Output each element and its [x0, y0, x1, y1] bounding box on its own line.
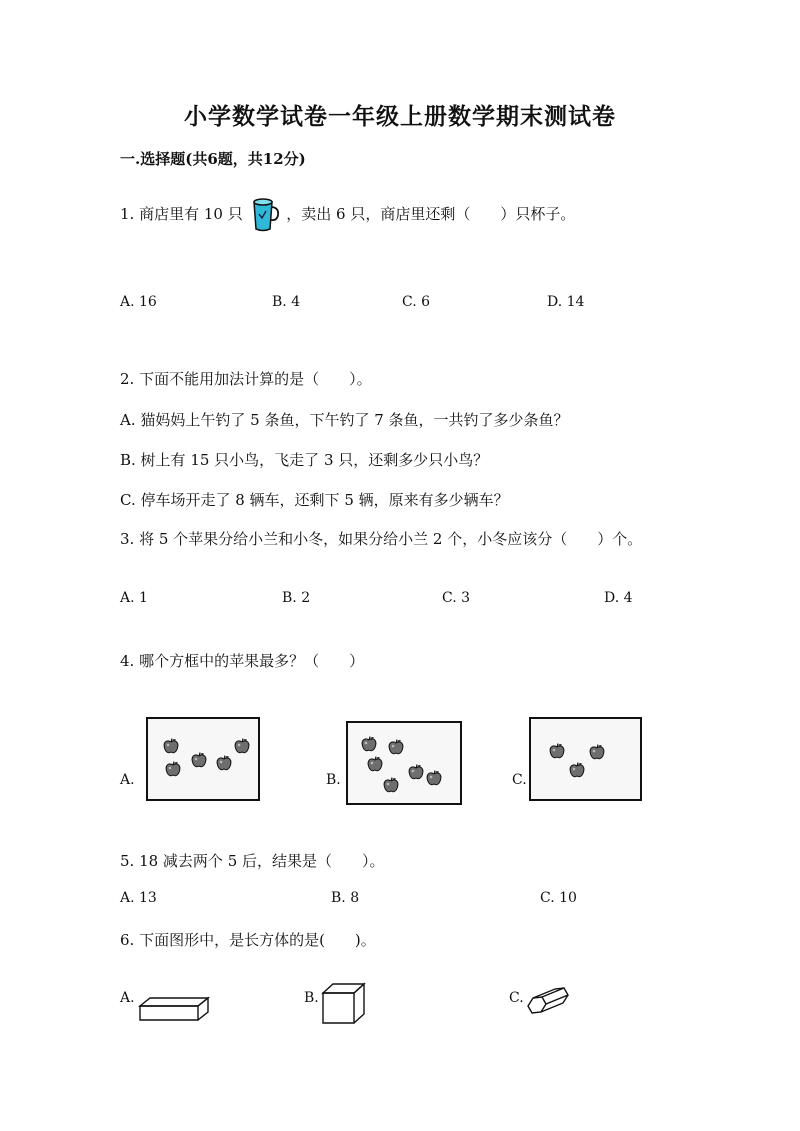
q4-option-a-label[interactable]: A. [120, 772, 135, 788]
q5-option-b[interactable]: B. 8 [331, 890, 360, 906]
apple-icon [383, 777, 399, 793]
q5-option-a[interactable]: A. 13 [120, 890, 157, 906]
q1-option-a[interactable]: A. 16 [120, 294, 157, 310]
q2-option-b[interactable]: B. 树上有 15 只小鸟，飞走了 3 只，还剩多少只小鸟？ [120, 451, 489, 469]
apple-icon [388, 739, 404, 755]
apple-icon [165, 761, 181, 777]
q3-option-b[interactable]: B. 2 [282, 590, 311, 606]
q1-option-d[interactable]: D. 14 [547, 294, 585, 310]
q3-option-a[interactable]: A. 1 [120, 590, 148, 606]
hexagonal-prism-icon [524, 986, 574, 1026]
question-3-stem: 3. 将 5 个苹果分给小兰和小冬，如果分给小兰 2 个，小冬应该分（ ）个。 [120, 530, 643, 548]
q4-apple-box-b[interactable] [346, 721, 462, 805]
question-5-stem: 5. 18 减去两个 5 后，结果是（ ）。 [120, 852, 385, 870]
question-1-text-before: 1. 商店里有 10 只 [120, 205, 243, 223]
apple-icon [569, 762, 585, 778]
question-4-stem: 4. 哪个方框中的苹果最多？（ ） [120, 652, 365, 670]
q4-apple-box-a[interactable] [146, 717, 260, 801]
question-1-stem [120, 198, 575, 232]
q5-option-c[interactable]: C. 10 [540, 890, 577, 906]
question-2-stem: 2. 下面不能用加法计算的是（ ）。 [120, 370, 372, 388]
q2-option-c[interactable]: C. 停车场开走了 8 辆车，还剩下 5 辆，原来有多少辆车？ [120, 491, 509, 509]
apple-icon [163, 738, 179, 754]
apple-icon [216, 755, 232, 771]
apple-icon [589, 744, 605, 760]
q6-option-b-label[interactable]: B. [304, 990, 319, 1006]
page-title: 小学数学试卷一年级上册数学期末测试卷 [184, 103, 616, 130]
q3-option-d[interactable]: D. 4 [604, 590, 633, 606]
q6-option-a-label[interactable]: A. [120, 990, 135, 1006]
apple-icon [361, 736, 377, 752]
question-1-text-after: ，卖出 6 只，商店里还剩（ ）只杯子。 [286, 205, 576, 223]
q2-option-a[interactable]: A. 猫妈妈上午钓了 5 条鱼，下午钓了 7 条鱼，一共钓了多少条鱼？ [120, 411, 569, 429]
apple-icon [549, 743, 565, 759]
q4-apple-box-c[interactable] [529, 717, 642, 801]
q3-option-c[interactable]: C. 3 [442, 590, 471, 606]
apple-icon [191, 752, 207, 768]
q1-option-b[interactable]: B. 4 [272, 294, 301, 310]
q4-option-c-label[interactable]: C. [512, 772, 527, 788]
apple-icon [408, 764, 424, 780]
cuboid-shape-icon [138, 995, 210, 1027]
q4-option-b-label[interactable]: B. [326, 772, 341, 788]
apple-icon [234, 738, 250, 754]
question-6-stem: 6. 下面图形中，是长方体的是( )。 [120, 931, 376, 949]
cup-icon [250, 198, 280, 232]
apple-icon [367, 756, 383, 772]
apple-icon [426, 770, 442, 786]
section-heading: 一.选择题(共6题，共12分) [120, 150, 306, 168]
q1-option-c[interactable]: C. 6 [402, 294, 431, 310]
cube-shape-icon [321, 982, 367, 1030]
q6-option-c-label[interactable]: C. [509, 990, 524, 1006]
